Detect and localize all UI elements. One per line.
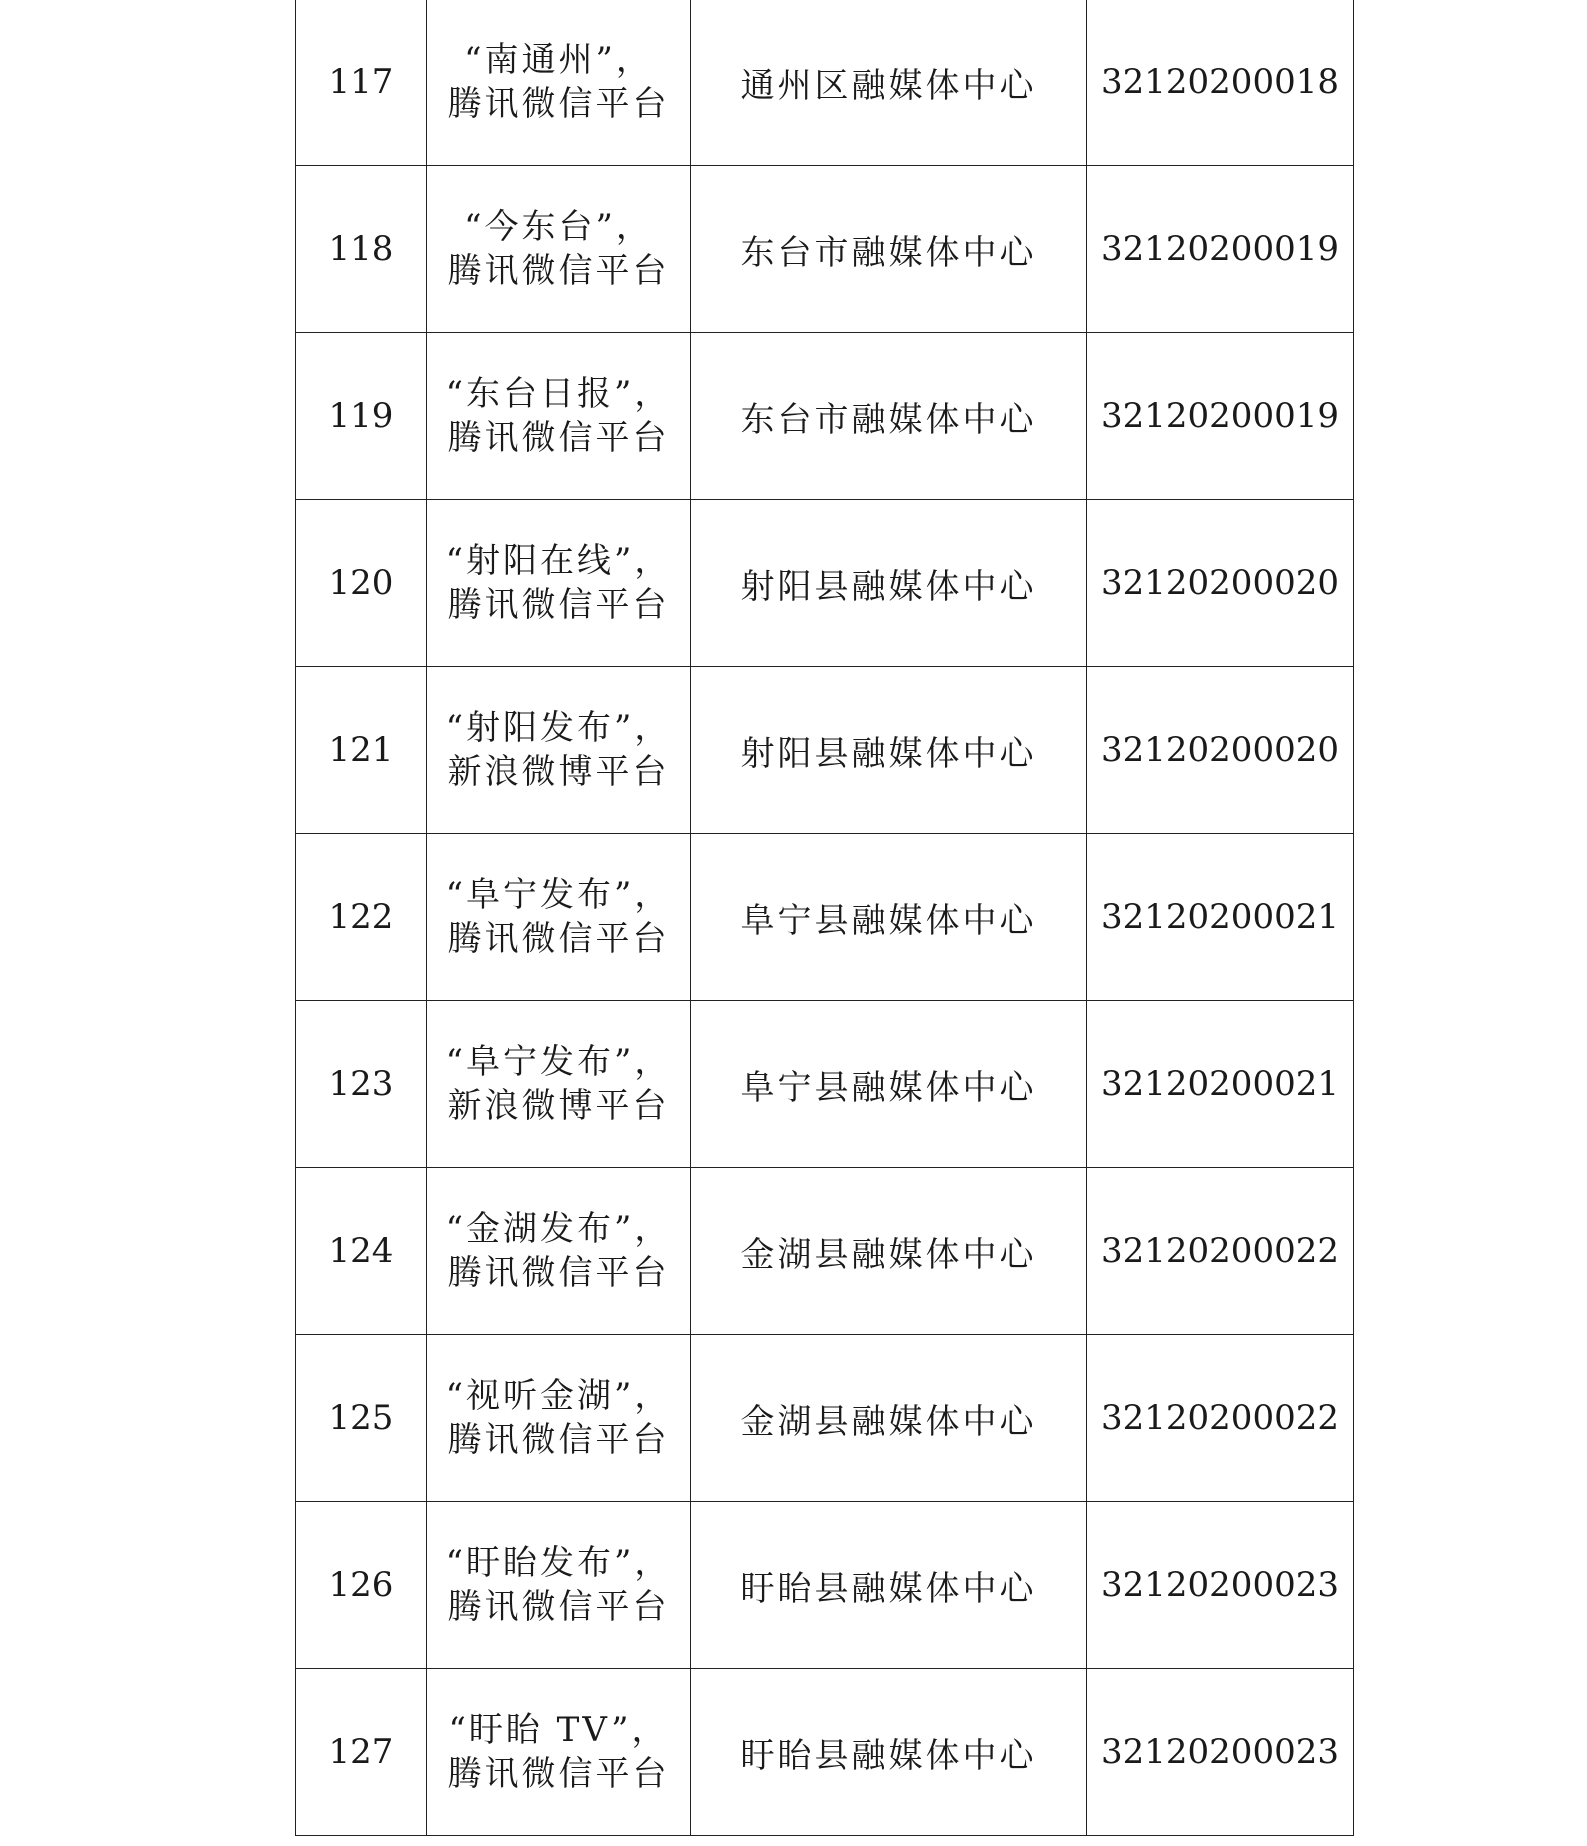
row-number: 118 (296, 166, 427, 333)
registration-code: 32120200022 (1087, 1168, 1354, 1335)
organization-name: 盱眙县融媒体中心 (691, 1669, 1087, 1836)
registration-code: 32120200022 (1087, 1335, 1354, 1502)
table-row (296, 667, 1354, 834)
organization-name: 射阳县融媒体中心 (691, 500, 1087, 667)
organization-name: 盱眙县融媒体中心 (691, 1502, 1087, 1669)
account-name: “阜宁发布”， (445, 1042, 672, 1082)
account-platform: 腾讯微信平台 (447, 585, 670, 625)
registration-code: 32120200023 (1087, 1669, 1354, 1836)
table-body (296, 0, 1354, 1836)
table-row (296, 1669, 1354, 1836)
account-platform: 腾讯微信平台 (447, 1587, 670, 1627)
row-number: 126 (296, 1502, 427, 1669)
registration-code: 32120200020 (1087, 667, 1354, 834)
account-name: “射阳在线”， (445, 541, 672, 581)
account-name: “金湖发布”， (445, 1209, 672, 1249)
account-cell (427, 1001, 691, 1168)
table-row (296, 1502, 1354, 1669)
account-cell (427, 0, 691, 166)
registration-code: 32120200019 (1087, 166, 1354, 333)
registration-code: 32120200023 (1087, 1502, 1354, 1669)
row-number: 117 (296, 0, 427, 166)
organization-name: 东台市融媒体中心 (691, 166, 1087, 333)
account-platform: 新浪微博平台 (447, 1086, 670, 1126)
registration-code: 32120200018 (1087, 0, 1354, 166)
account-name: “东台日报”， (445, 374, 672, 414)
account-cell (427, 667, 691, 834)
table-row (296, 166, 1354, 333)
account-cell (427, 834, 691, 1001)
account-cell (427, 1669, 691, 1836)
account-name: “今东台”， (464, 207, 653, 247)
account-name: “视听金湖”， (445, 1376, 672, 1416)
organization-name: 阜宁县融媒体中心 (691, 1001, 1087, 1168)
account-platform: 腾讯微信平台 (447, 84, 670, 124)
account-cell (427, 166, 691, 333)
account-platform: 腾讯微信平台 (447, 1253, 670, 1293)
table-row (296, 1335, 1354, 1502)
account-cell (427, 1335, 691, 1502)
row-number: 124 (296, 1168, 427, 1335)
organization-name: 通州区融媒体中心 (691, 0, 1087, 166)
row-number: 119 (296, 333, 427, 500)
row-number: 125 (296, 1335, 427, 1502)
table-row (296, 1001, 1354, 1168)
account-name: “盱眙发布”， (445, 1543, 672, 1583)
organization-name: 金湖县融媒体中心 (691, 1335, 1087, 1502)
organization-name: 射阳县融媒体中心 (691, 667, 1087, 834)
account-platform: 腾讯微信平台 (447, 251, 670, 291)
organization-name: 阜宁县融媒体中心 (691, 834, 1087, 1001)
table-row (296, 0, 1354, 166)
account-cell (427, 1168, 691, 1335)
account-name: “射阳发布”， (445, 708, 672, 748)
row-number: 121 (296, 667, 427, 834)
account-platform: 腾讯微信平台 (447, 1420, 670, 1460)
account-cell (427, 500, 691, 667)
account-name: “阜宁发布”， (445, 875, 672, 915)
row-number: 123 (296, 1001, 427, 1168)
account-cell (427, 333, 691, 500)
registry-table (295, 0, 1354, 1836)
table-row (296, 834, 1354, 1001)
account-name: “盱眙 TV”， (448, 1710, 669, 1750)
account-cell (427, 1502, 691, 1669)
registration-code: 32120200021 (1087, 834, 1354, 1001)
organization-name: 金湖县融媒体中心 (691, 1168, 1087, 1335)
table-row (296, 500, 1354, 667)
registration-code: 32120200021 (1087, 1001, 1354, 1168)
account-platform: 腾讯微信平台 (447, 418, 670, 458)
row-number: 120 (296, 500, 427, 667)
organization-name: 东台市融媒体中心 (691, 333, 1087, 500)
registration-code: 32120200020 (1087, 500, 1354, 667)
account-platform: 腾讯微信平台 (447, 1754, 670, 1794)
account-platform: 腾讯微信平台 (447, 919, 670, 959)
table-row (296, 333, 1354, 500)
row-number: 127 (296, 1669, 427, 1836)
row-number: 122 (296, 834, 427, 1001)
account-platform: 新浪微博平台 (447, 752, 670, 792)
table-row (296, 1168, 1354, 1335)
account-name: “南通州”， (464, 40, 653, 80)
registration-code: 32120200019 (1087, 333, 1354, 500)
